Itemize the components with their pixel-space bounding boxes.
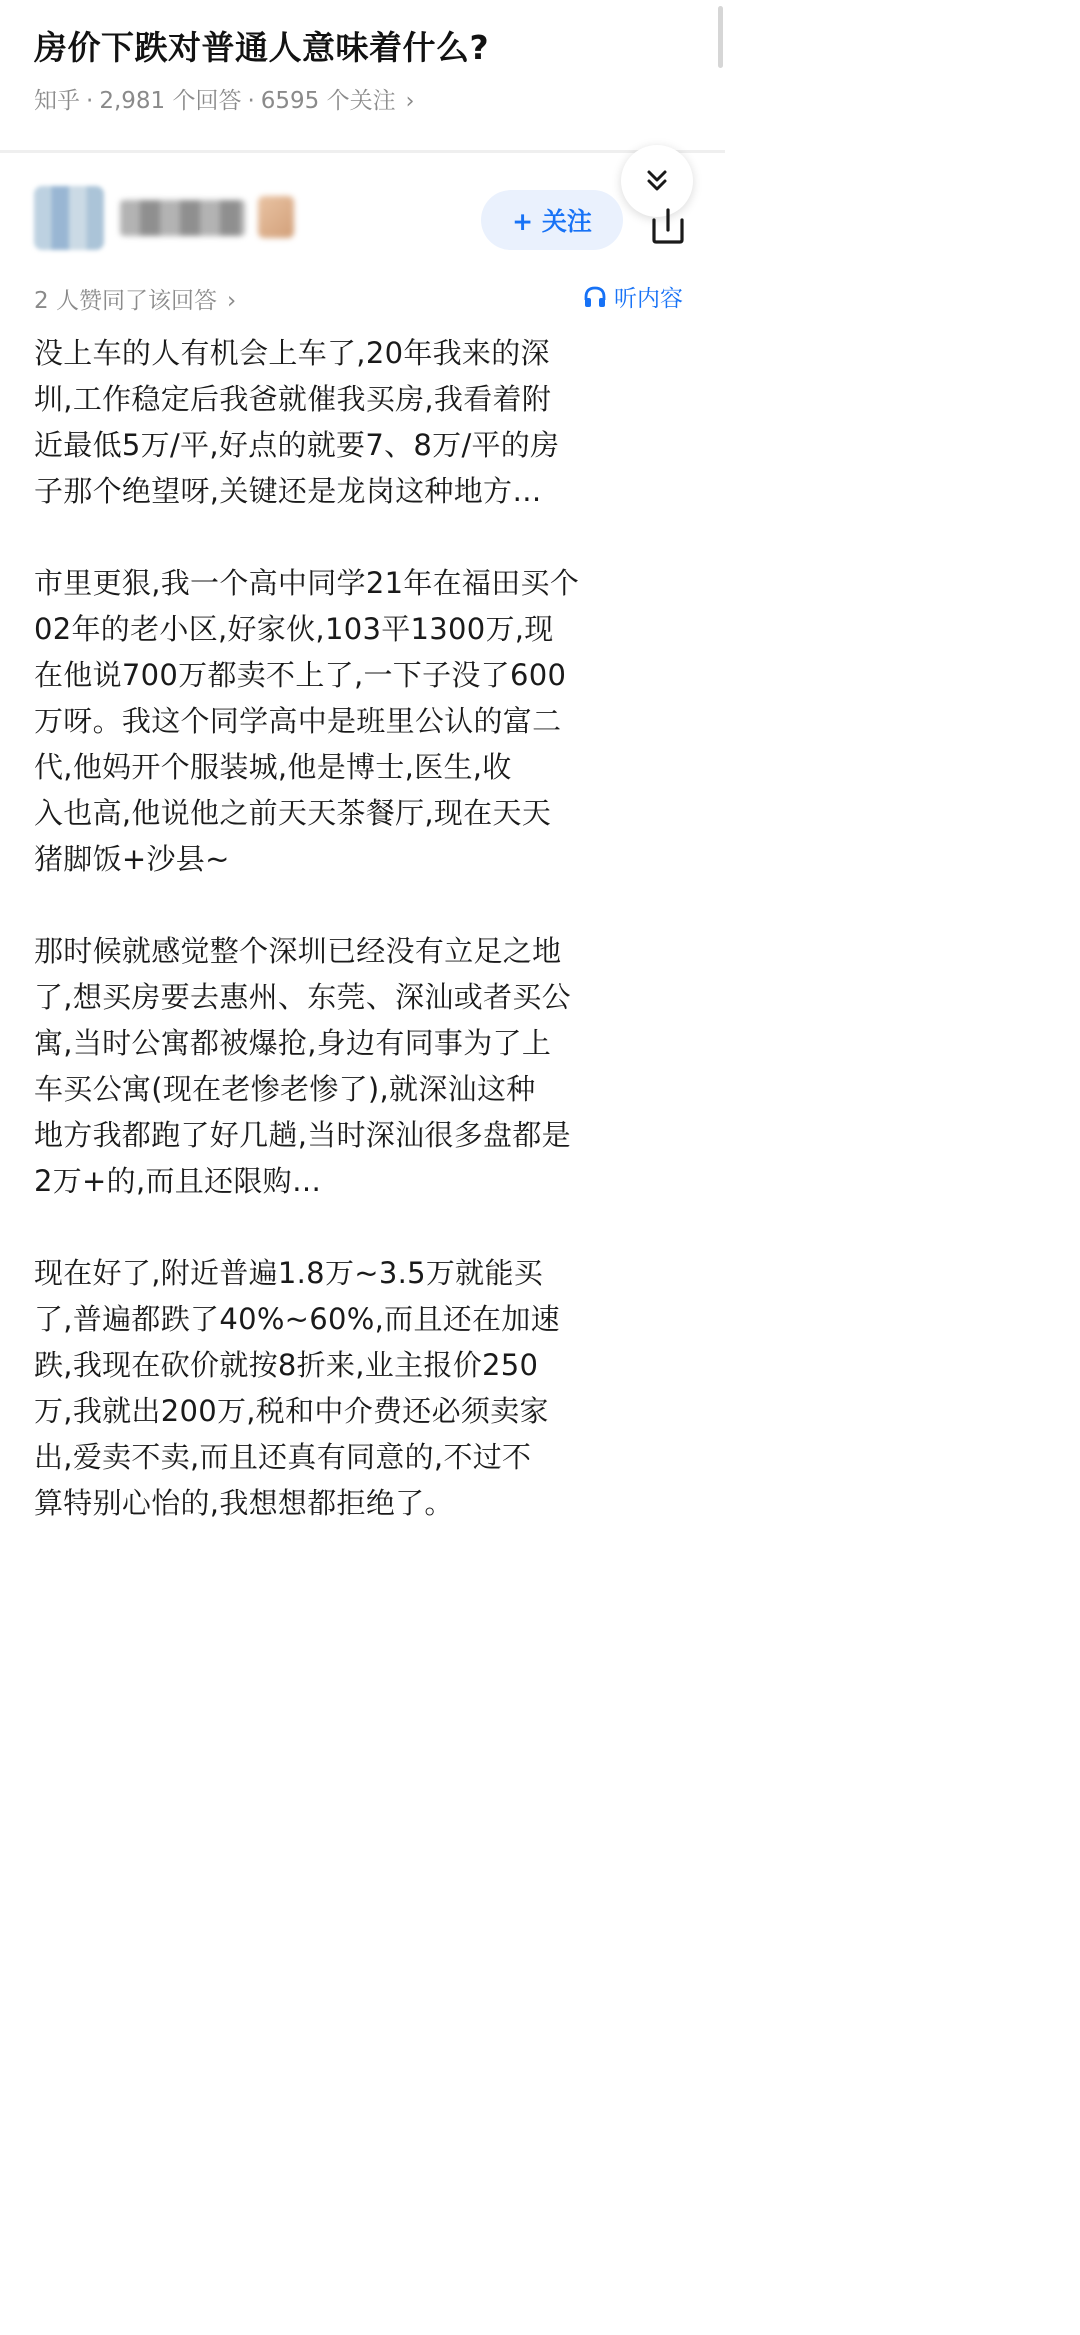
text-line: 入也高,他说他之前天天茶餐厅,现在天天 [34, 796, 552, 830]
text-line: 寓,当时公寓都被爆抢,身边有同事为了上 [34, 1026, 552, 1060]
text-line: 市里更狠,我一个高中同学21年在福田买个 [34, 566, 580, 600]
text-line: 在他说700万都卖不上了,一下子没了600 [34, 658, 567, 692]
headphones-icon [582, 284, 608, 310]
text-line: 地方我都跑了好几趟,当时深汕很多盘都是 [34, 1118, 571, 1152]
text-line: 02年的老小区,好家伙,103平1300万,现 [34, 612, 554, 646]
text-line: 代,他妈开个服装城,他是博士,医生,收 [34, 750, 512, 784]
text-line: 跌,我现在砍价就按8折来,业主报价250 [34, 1348, 539, 1382]
question-meta[interactable]: 知乎 · 2,981 个回答 · 6595 个关注 › [34, 88, 415, 114]
text-line: 了,普遍都跌了40%~60%,而且还在加速 [34, 1302, 560, 1336]
text-line: 车买公寓(现在老惨老惨了),就深汕这种 [34, 1072, 536, 1106]
text-line: 近最低5万/平,好点的就要7、8万/平的房 [34, 428, 560, 462]
source-label: 知乎 [34, 88, 80, 114]
follower-count: 6595 个关注 [260, 88, 396, 114]
paragraph [34, 1250, 702, 1526]
text-line: 圳,工作稳定后我爸就催我买房,我看着附 [34, 382, 552, 416]
upvote-text: 2 人赞同了该回答 [34, 288, 217, 314]
listen-label: 听内容 [614, 286, 683, 312]
double-chevron-down-icon [642, 166, 672, 196]
author-name[interactable] [120, 200, 245, 236]
text-line: 2万+的,而且还限购… [34, 1164, 322, 1198]
text-line: 算特别心怡的,我想想都拒绝了。 [34, 1486, 454, 1520]
chevron-right-icon: › [226, 288, 237, 314]
text-line: 那时候就感觉整个深圳已经没有立足之地 [34, 934, 562, 968]
text-line: 了,想买房要去惠州、东莞、深汕或者买公 [34, 980, 571, 1014]
text-line: 出,爱卖不卖,而且还真有同意的,不过不 [34, 1440, 532, 1474]
upvote-summary[interactable] [34, 282, 236, 315]
listen-button[interactable] [582, 280, 683, 313]
text-line: 万,我就出200万,税和中介费还必须卖家 [34, 1394, 549, 1428]
question-title[interactable]: 房价下跌对普通人意味着什么? [34, 28, 490, 67]
text-line: 现在好了,附近普遍1.8万~3.5万就能买 [34, 1256, 544, 1290]
question-header [0, 0, 725, 150]
answer-count: 2,981 个回答 [99, 88, 242, 114]
answer-content [34, 330, 702, 1572]
paragraph [34, 330, 702, 514]
text-line: 猪脚饭+沙县~ [34, 842, 230, 876]
share-icon[interactable] [648, 206, 688, 246]
author-badge [258, 196, 294, 238]
divider [0, 150, 725, 153]
text-line: 子那个绝望呀,关键还是龙岗这种地方… [34, 474, 542, 508]
follow-button[interactable] [481, 190, 623, 250]
avatar[interactable] [34, 186, 104, 250]
scrollbar[interactable] [718, 6, 723, 68]
paragraph [34, 928, 702, 1204]
text-line: 没上车的人有机会上车了,20年我来的深 [34, 336, 550, 370]
paragraph [34, 560, 702, 882]
text-line: 万呀。我这个同学高中是班里公认的富二 [34, 704, 562, 738]
follow-label: + 关注 [512, 207, 592, 236]
chevron-right-icon: › [405, 89, 415, 114]
